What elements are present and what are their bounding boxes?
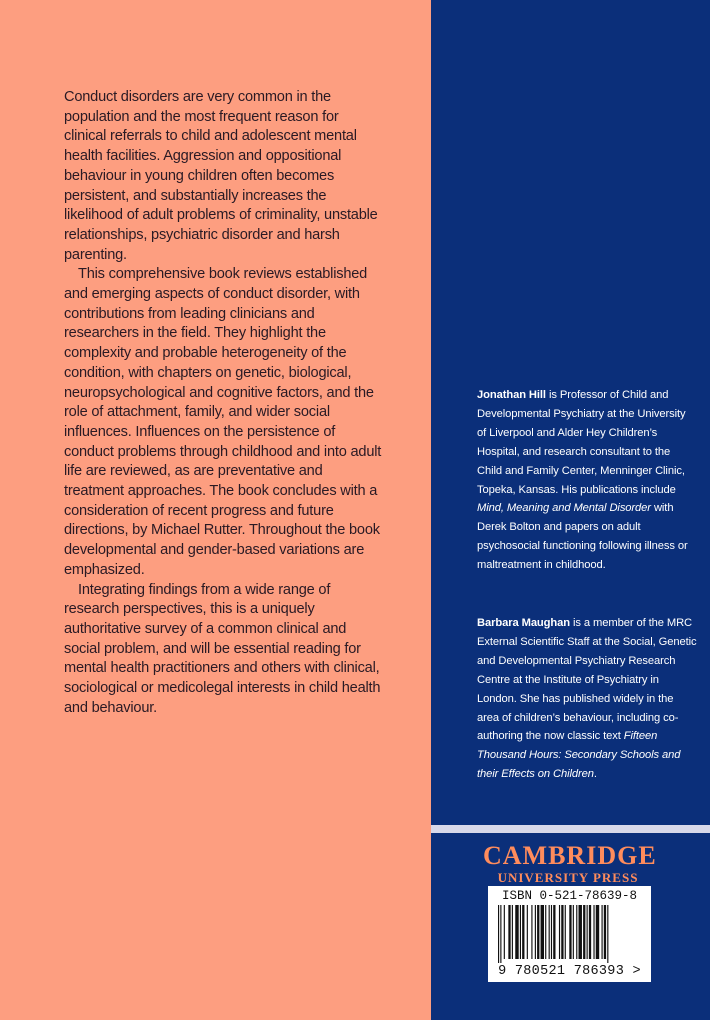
- bio-maughan-text-2: .: [593, 768, 597, 781]
- barcode-bar: [559, 905, 560, 959]
- author-bio-hill: [477, 386, 697, 575]
- barcode-bar: [604, 905, 606, 959]
- barcode-bar: [545, 905, 546, 959]
- publisher-name: CAMBRIDGE: [483, 841, 657, 870]
- publisher-logo: [483, 841, 657, 885]
- barcode-bar: [593, 905, 594, 959]
- barcode-bar: [569, 905, 571, 959]
- divider-band: [431, 825, 710, 833]
- description-paragraph-3: Integrating findings from a wide range of research perspectives, this is a uniquely authoritative survey of a common clinical and social problem, and will be essential reading for mental health practitioners and others with clinical, sociological or medicolegal interests in child health and behaviour.: [64, 581, 381, 716]
- barcode-bar: [515, 905, 518, 959]
- barcode-bar: [553, 905, 555, 959]
- author-name-hill: Jonathan Hill: [477, 389, 546, 401]
- barcode-bar: [589, 905, 591, 959]
- barcode-bar: [596, 905, 599, 959]
- barcode-bar: [527, 905, 528, 959]
- description-paragraph-1: Conduct disorders are very common in the population and the most frequent reason for clinical referrals to child and adolescent mental health facilities. Aggression and oppositional behaviour in young children often becomes persistent, and substantially increases the likelihood of adult problems of criminality, unstable relationships, psychiatric disorder and harsh parenting.: [64, 89, 378, 263]
- barcode-bar: [565, 905, 566, 959]
- barcode-bar: [541, 905, 544, 959]
- isbn-text: ISBN 0-521-78639-8: [501, 889, 638, 903]
- barcode-bar: [535, 905, 536, 959]
- barcode-bar: [508, 905, 510, 959]
- barcode-bar: [512, 905, 513, 959]
- barcode-bar: [549, 905, 550, 959]
- barcode-bar: [504, 905, 505, 959]
- author-bio-maughan: [477, 614, 697, 784]
- book-description: [64, 88, 384, 719]
- barcode-bar: [607, 905, 608, 963]
- barcode-bar: [522, 905, 524, 959]
- barcode-bar: [551, 905, 552, 959]
- bio-maughan-book-title: Fifteen Thousand Hours: Secondary Schools and their Effects on Children: [477, 730, 681, 781]
- barcode-bar: [520, 905, 521, 959]
- bio-maughan-text-1: is a member of the MRC External Scientific Staff at the Social, Genetic and Developmental Psychiatry Research Centre at the Institute of Psychiatry in London. She has published widely in the area of children’s behaviour, including co-authoring the now classic text: [477, 617, 697, 743]
- bio-hill-text-1: is Professor of Child and Developmental Psychiatry at the University of Liverpool and Alder Hey Children’s Hospital, and research consultant to the Child and Family Center, Menninger Clinic, Topeka, Kansas. His publications include: [477, 389, 686, 496]
- author-name-maughan: Barbara Maughan: [477, 617, 570, 629]
- barcode-bar: [561, 905, 563, 959]
- barcode-bar: [583, 905, 585, 959]
- barcode-bar: [537, 905, 539, 959]
- bio-hill-text-2: with Derek Bolton and papers on adult psychosocial functioning following illness or maltreatment in childhood.: [477, 502, 688, 572]
- bio-hill-book-title: Mind, Meaning and Mental Disorder: [477, 502, 651, 515]
- barcode-bar: [602, 905, 603, 959]
- barcode-bar: [579, 905, 582, 959]
- description-paragraph-2: This comprehensive book reviews established and emerging aspects of conduct disorder, with contributions from leading clinicians and researchers in the field. They highlight the complexity and probable heterogeneity of the condition, with chapters on genetic, biological, neuropsychological and cognitive factors, and the role of attachment, family, and wider social influences. Influences on the persistence of conduct problems through childhood and into adult life are reviewed, as are preventative and treatment approaches. The book concludes with a consideration of recent progress and future directions, by Michael Rutter. Throughout the book developmental and gender-based variations are emphasized.: [64, 266, 382, 578]
- ean-digits: 9 780521 786393 >: [498, 964, 641, 979]
- barcode-bar: [587, 905, 588, 959]
- barcode-bar: [531, 905, 532, 959]
- barcode-bar: [573, 905, 574, 959]
- publisher-subtitle: UNIVERSITY PRESS: [497, 870, 639, 885]
- barcode: [488, 886, 651, 982]
- barcode-bar: [576, 905, 577, 959]
- barcode-bar: [498, 905, 499, 963]
- barcode-bar: [500, 905, 501, 963]
- barcode-bars-icon: [492, 905, 647, 963]
